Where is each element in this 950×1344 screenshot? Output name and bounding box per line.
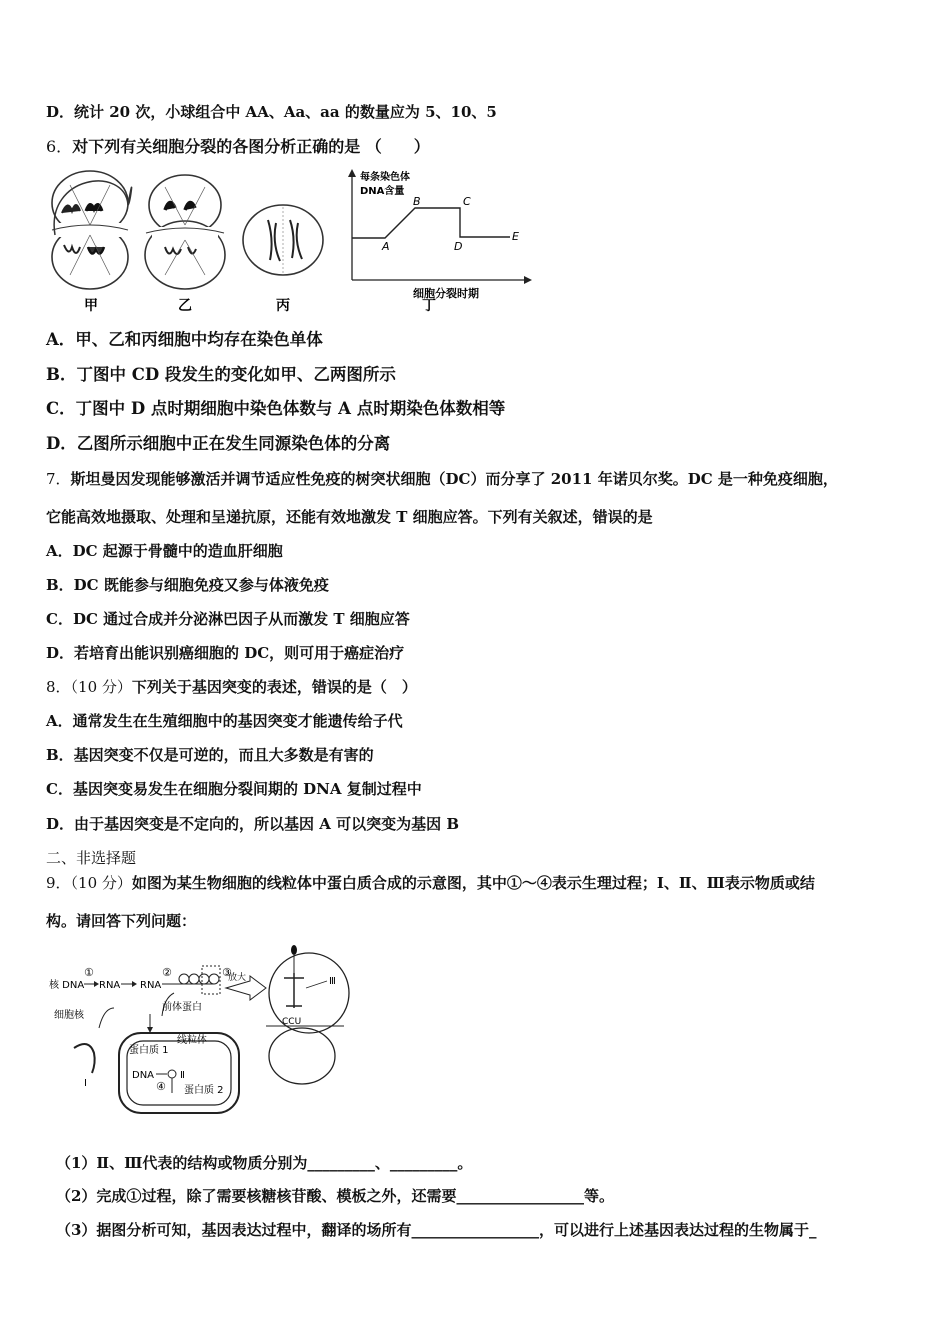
q7-stem-line-2: 它能高效地摄取、处理和呈递抗原，还能有效地激发 T 细胞应答。下列有关叙述，错误的是 — [46, 508, 653, 526]
q7-option-c: C．DC 通过合成并分泌淋巴因子从而激发 T 细胞应答 — [46, 610, 410, 628]
fig-rna-2: RNA — [140, 980, 162, 991]
cell-bing — [243, 205, 323, 275]
fig-roman-3: Ⅲ — [329, 976, 336, 987]
q8-stem: 下列关于基因突变的表述，错误的是（ ） — [131, 678, 417, 696]
fig-step-4: ④ — [156, 1080, 166, 1093]
section-2-title: 二、非选择题 — [46, 849, 137, 867]
q6-option-d: D．乙图所示细胞中正在发生同源染色体的分离 — [46, 434, 391, 453]
fig-roman-1: Ⅰ — [84, 1078, 87, 1089]
graph-xlabel: 细胞分裂时期 — [413, 287, 479, 300]
fig-zoom: 放大 — [228, 973, 247, 983]
label-bing: 丙 — [276, 298, 290, 314]
fig-step-2: ② — [162, 966, 172, 979]
point-e: E — [512, 230, 519, 243]
q7-stem-line-1 — [46, 469, 838, 489]
fig-rna-1: RNA — [99, 980, 121, 991]
q9-figure — [44, 938, 364, 1123]
q7-number: 7． — [46, 470, 71, 488]
fig-nuclear-dna: 核 DNA — [49, 980, 85, 991]
point-c: C — [463, 195, 471, 208]
q8-number: 8． — [46, 678, 71, 696]
fig-protein-1: 蛋白质 1 — [129, 1045, 169, 1056]
q6-stem: 对下列有关细胞分裂的各图分析正确的是 （ ） — [72, 137, 430, 156]
graph-ylabel-2: DNA含量 — [360, 186, 405, 197]
label-jia: 甲 — [84, 298, 98, 314]
fig-protein-2: 蛋白质 2 — [184, 1085, 224, 1096]
point-a: A — [382, 240, 390, 253]
q6-option-c: C．丁图中 D 点时期细胞中染色体数与 A 点时期染色体数相等 — [46, 399, 506, 418]
fig-codon: CCU — [282, 1017, 302, 1027]
point-d: D — [454, 240, 463, 253]
fig-nucleus: 细胞核 — [54, 1010, 84, 1021]
fig-roman-2: Ⅱ — [180, 1070, 185, 1081]
label-yi: 乙 — [178, 298, 192, 314]
q6-number: 6． — [46, 137, 73, 156]
q8-option-c: C．基因突变易发生在细胞分裂间期的 DNA 复制过程中 — [46, 780, 422, 798]
q6-option-a: A．甲、乙和丙细胞中均存在染色单体 — [46, 330, 323, 349]
q7-option-b: B．DC 既能参与细胞免疫又参与体液免疫 — [46, 576, 329, 594]
q8-score: （10 分） — [70, 678, 132, 696]
q9-score: （10 分） — [70, 874, 132, 892]
q7-option-a: A．DC 起源于骨髓中的造血肝细胞 — [46, 542, 283, 560]
q6-option-b: B．丁图中 CD 段发生的变化如甲、乙两图所示 — [46, 365, 396, 384]
fig-step-3: ③ — [222, 966, 232, 979]
label-ding: 丁 — [422, 298, 436, 314]
q7-option-d: D．若培育出能识别癌细胞的 DC，则可用于癌症治疗 — [46, 644, 405, 662]
fig-dna: DNA — [132, 1070, 155, 1081]
q9-stem-line-1 — [46, 873, 815, 893]
fig-step-1: ① — [84, 966, 94, 979]
q8-stem-line — [46, 677, 417, 697]
q9-stem-1: 如图为某生物细胞的线粒体中蛋白质合成的示意图，其中①～④表示生理过程；Ⅰ、Ⅱ、Ⅲ表示物质或结 — [131, 874, 815, 892]
q9-sub-3: （3）据图分析可知，基因表达过程中，翻译的场所有_________________，可以进行上述基因表达过程的生物属于_ — [56, 1221, 817, 1239]
fig-mito: 线粒体 — [177, 1035, 207, 1046]
graph-ylabel-1: 每条染色体 — [360, 172, 410, 183]
fig-precursor: 前体蛋白 — [162, 1002, 202, 1013]
cell-yi — [145, 175, 225, 289]
q9-number: 9． — [46, 874, 71, 892]
point-b: B — [413, 195, 421, 208]
q6-figure — [40, 165, 540, 315]
q8-option-a: A．通常发生在生殖细胞中的基因突变才能遗传给子代 — [46, 712, 403, 730]
q6-stem-line — [46, 137, 430, 157]
q9-sub-2: （2）完成①过程，除了需要核糖核苷酸、模板之外，还需要_________________等。 — [56, 1187, 614, 1205]
q9-stem-line-2: 构。请回答下列问题： — [46, 912, 197, 930]
q8-option-d: D．由于基因突变是不定向的，所以基因 A 可以突变为基因 B — [46, 815, 459, 833]
q8-option-b: B．基因突变不仅是可逆的，而且大多数是有害的 — [46, 746, 374, 764]
q9-sub-1: （1）Ⅱ、Ⅲ代表的结构或物质分别为_________、_________。 — [56, 1154, 473, 1172]
q5-option-d: D．统计 20 次，小球组合中 AA、Aa、aa 的数量应为 5、10、5 — [46, 103, 497, 121]
cell-jia — [52, 171, 132, 289]
graph-ding — [348, 169, 532, 300]
q7-stem-1: 斯坦曼因发现能够激活并调节适应性免疫的树突状细胞（DC）而分享了 2011 年诺贝尔奖。DC 是一种免疫细胞， — [70, 470, 838, 488]
